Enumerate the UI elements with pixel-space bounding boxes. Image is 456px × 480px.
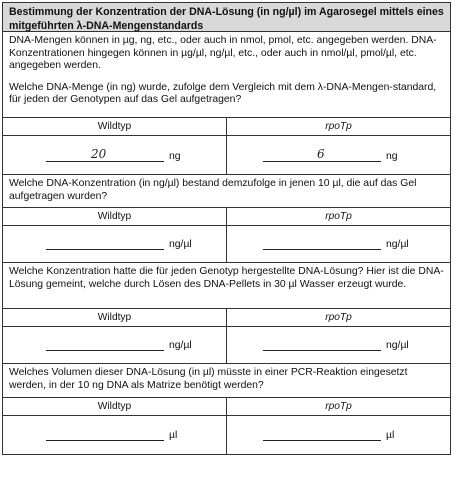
column-header-rpotp: rpoTp	[325, 211, 352, 222]
column-header-row	[3, 208, 450, 226]
answer-cell-wildtype[interactable]	[3, 416, 227, 454]
answer-cell-rpotp[interactable]	[227, 226, 450, 262]
column-header-row	[3, 398, 450, 416]
answer-line	[263, 440, 381, 441]
answer-line	[263, 249, 381, 250]
answer-line	[263, 350, 381, 351]
column-header-wildtype: Wildtyp	[3, 118, 227, 135]
intro-text: DNA-Mengen können in µg, ng, etc., oder auch in nmol, pmol, etc. angegeben werden. DNA-Konzentrationen hingegen können in µg/µl, ng/µl, etc., oder auch in nmol/µl, pmol/µl, etc. angegeben werden.	[9, 35, 437, 72]
answer-cell-rpotp[interactable]	[227, 136, 450, 174]
question-2-text: Welche DNA-Konzentration (in ng/µl) bestand demzufolge in jenen 10 µl, die auf das Gel aufgetragen wurden?	[9, 178, 417, 202]
unit-label: µl	[386, 430, 395, 441]
answer-cell-wildtype[interactable]	[3, 226, 227, 262]
column-header-rpotp: rpoTp	[325, 401, 352, 412]
answer-line	[46, 350, 164, 351]
answer-row-3	[3, 327, 450, 364]
question-4-text: Welches Volumen dieser DNA-Lösung (in µl) müsste in einer PCR-Reaktion eingesetzt werden, in der 10 ng DNA als Matrize benötigt werden?	[9, 367, 408, 391]
unit-label: ng/µl	[386, 340, 409, 351]
answer-cell-wildtype[interactable]	[3, 327, 227, 363]
question-4-section	[3, 364, 450, 398]
handwritten-value: 6	[317, 147, 325, 161]
answer-row-2	[3, 226, 450, 263]
unit-label: ng	[169, 151, 181, 162]
answer-row-4	[3, 416, 450, 454]
answer-line	[263, 161, 381, 162]
worksheet-title: Bestimmung der Konzentration der DNA-Lösung (in ng/µl) im Agarosegel mittels eines mitgeführten λ-DNA-Mengenstandards	[3, 3, 450, 32]
column-header-row	[3, 309, 450, 327]
answer-row-1	[3, 136, 450, 175]
unit-label: ng/µl	[386, 239, 409, 250]
column-header-wildtype: Wildtyp	[3, 208, 227, 225]
answer-cell-wildtype[interactable]	[3, 136, 227, 174]
unit-label: ng	[386, 151, 398, 162]
intro-section	[3, 32, 450, 118]
answer-cell-rpotp[interactable]	[227, 416, 450, 454]
answer-cell-rpotp[interactable]	[227, 327, 450, 363]
column-header-row	[3, 118, 450, 136]
question-2-section	[3, 175, 450, 208]
column-header-rpotp: rpoTp	[325, 312, 352, 323]
handwritten-value: 20	[91, 147, 107, 161]
worksheet-table	[2, 2, 451, 455]
column-header-rpotp: rpoTp	[325, 121, 352, 132]
answer-line	[46, 161, 164, 162]
column-header-wildtype: Wildtyp	[3, 398, 227, 415]
unit-label: µl	[169, 430, 178, 441]
column-header-wildtype: Wildtyp	[3, 309, 227, 326]
question-3-section	[3, 263, 450, 309]
question-3-text: Welche Konzentration hatte die für jeden Genotyp hergestellte DNA-Lösung? Hier ist die DNA-Lösung gemeint, welche durch Lösen des DNA-Pellets in 30 µl Wasser erzeugt wurde.	[9, 266, 444, 290]
unit-label: ng/µl	[169, 239, 192, 250]
unit-label: ng/µl	[169, 340, 192, 351]
question-1-text: Welche DNA-Menge (in ng) wurde, zufolge dem Vergleich mit dem λ-DNA-Mengen-standard, für jeden der Genotypen auf das Gel aufgetragen?	[9, 81, 437, 106]
answer-line	[46, 249, 164, 250]
answer-line	[46, 440, 164, 441]
